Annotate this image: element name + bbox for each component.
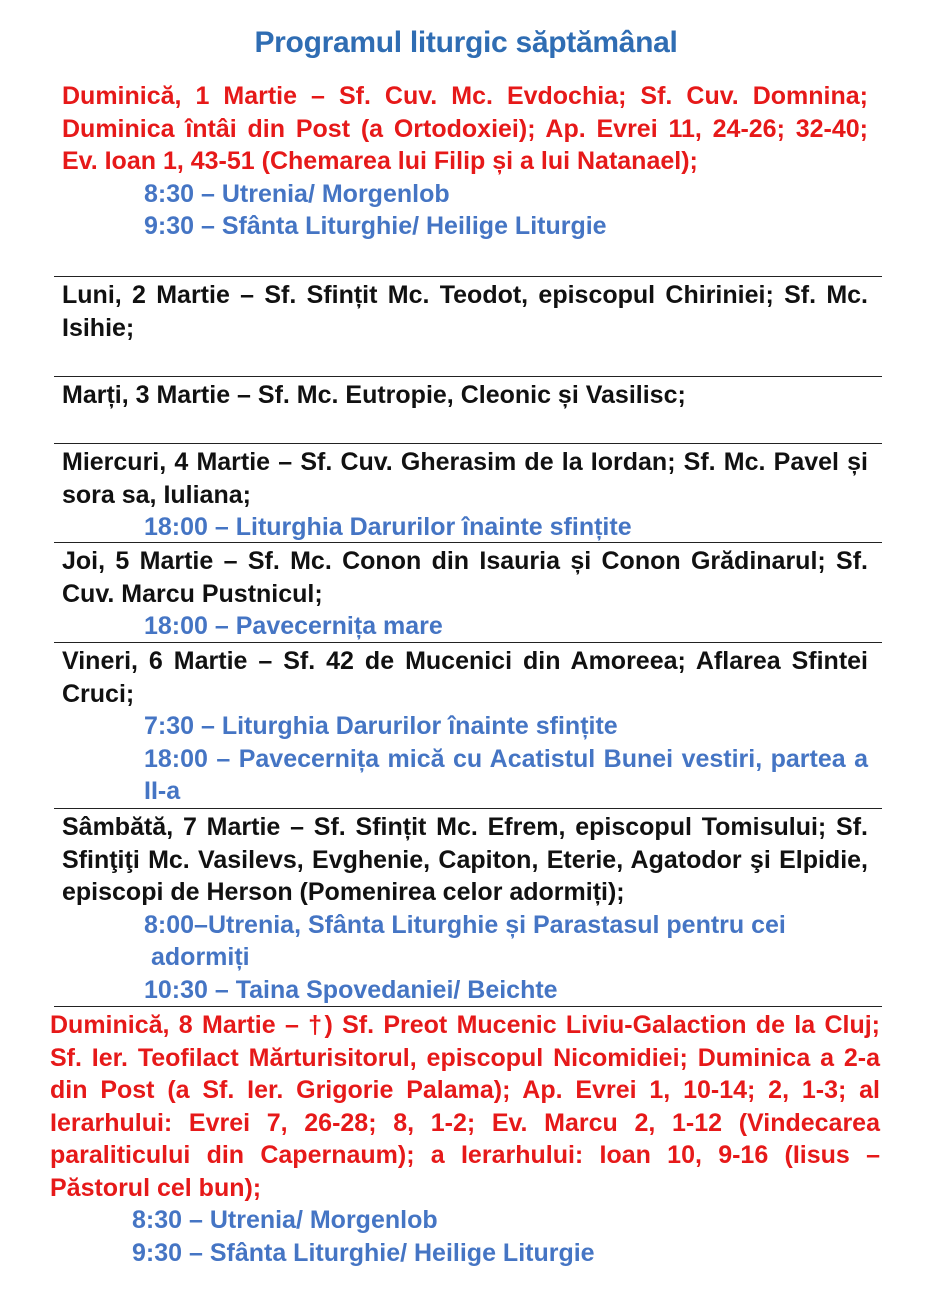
day-heading: Duminică, 8 Martie – †) Sf. Preot Mucenic Liviu-Galaction de la Cluj; Sf. Ier. Teofilact Mărturisitorul, episcopul Nicomidiei; Duminica a 2-a din Post (a Sf. Ier. Grigorie Palama); Ap. Evrei 1, 10-14; 2, 1-3; al Ierarhului: Evrei 7, 26-28; 8, 1-2; Ev. Marcu 2, 1-12 (Vindecarea paraliticului din Capernaum); a Ierarhului: Ioan 10, 9-16 (Iisus – Păstorul cel bun); <box>50 1011 880 1202</box>
service-item: adormiți <box>151 943 250 971</box>
service-item: 7:30 – Liturghia Darurilor înainte sfințite <box>144 712 618 740</box>
divider <box>54 542 882 543</box>
service-list <box>62 909 868 1007</box>
divider <box>54 443 882 444</box>
service-item: 8:00–Utrenia, Sfânta Liturghie și Parastasul pentru cei <box>144 910 786 939</box>
service-list <box>62 710 868 808</box>
day-entry-wednesday <box>62 446 868 544</box>
day-heading: Sâmbătă, 7 Martie – Sf. Sfințit Mc. Efrem, episcopul Tomisului; Sf. Sfinţiţi Mc. Vasilevs, Evghenie, Capiton, Eterie, Agatodor şi Elpidie, episcopi de Herson (Pomenirea celor adormiți); <box>62 813 868 906</box>
day-heading: Miercuri, 4 Martie – Sf. Cuv. Gherasim de la Iordan; Sf. Mc. Pavel și sora sa, Iuliana; <box>62 448 868 509</box>
day-entry-tuesday <box>62 379 868 412</box>
day-heading: Joi, 5 Martie – Sf. Mc. Conon din Isauria și Conon Grădinarul; Sf. Cuv. Marcu Pustnicul; <box>62 547 868 608</box>
divider <box>54 276 882 277</box>
day-heading: Marți, 3 Martie – Sf. Mc. Eutropie, Cleonic și Vasilisc; <box>62 381 686 409</box>
service-item: 8:30 – Utrenia/ Morgenlob <box>132 1206 438 1234</box>
divider <box>54 808 882 809</box>
day-heading: Vineri, 6 Martie – Sf. 42 de Mucenici din Amoreea; Aflarea Sfintei Cruci; <box>62 647 868 708</box>
service-item: 8:30 – Utrenia/ Morgenlob <box>144 179 450 208</box>
divider <box>54 1006 882 1007</box>
service-item: 9:30 – Sfânta Liturghie/ Heilige Liturgie <box>144 212 607 240</box>
day-heading: Luni, 2 Martie – Sf. Sfințit Mc. Teodot, episcopul Chiriniei; Sf. Mc. Isihie; <box>62 281 868 342</box>
divider <box>54 376 882 377</box>
page-title: Programul liturgic săptămânal <box>254 26 678 59</box>
day-entry-saturday <box>62 811 868 1006</box>
service-item: 18:00 – Pavecernița mică cu Acatistul Bunei vestiri, partea a II-a <box>144 744 868 805</box>
service-list <box>62 610 868 643</box>
day-entry-thursday <box>62 545 868 643</box>
service-item: 9:30 – Sfânta Liturghie/ Heilige Liturgie <box>132 1238 595 1267</box>
service-item: 10:30 – Taina Spovedaniei/ Beichte <box>144 975 558 1004</box>
service-item: 18:00 – Pavecernița mare <box>144 612 443 640</box>
service-item: 18:00 – Liturghia Darurilor înainte sfințite <box>144 513 632 541</box>
day-heading: Duminică, 1 Martie – Sf. Cuv. Mc. Evdochia; Sf. Cuv. Domnina; Duminica întâi din Post (a Ortodoxiei); Ap. Evrei 11, 24-26; 32-40; Ev. Ioan 1, 43-51 (Chemarea lui Filip și a lui Natanael); <box>62 82 868 175</box>
day-entry-sunday-8 <box>50 1009 880 1269</box>
day-entry-sunday-1 <box>62 80 868 243</box>
service-list <box>62 178 868 243</box>
service-list <box>62 511 868 544</box>
day-entry-friday <box>62 645 868 808</box>
day-entry-monday <box>62 279 868 344</box>
service-list <box>50 1204 880 1269</box>
divider <box>54 642 882 643</box>
